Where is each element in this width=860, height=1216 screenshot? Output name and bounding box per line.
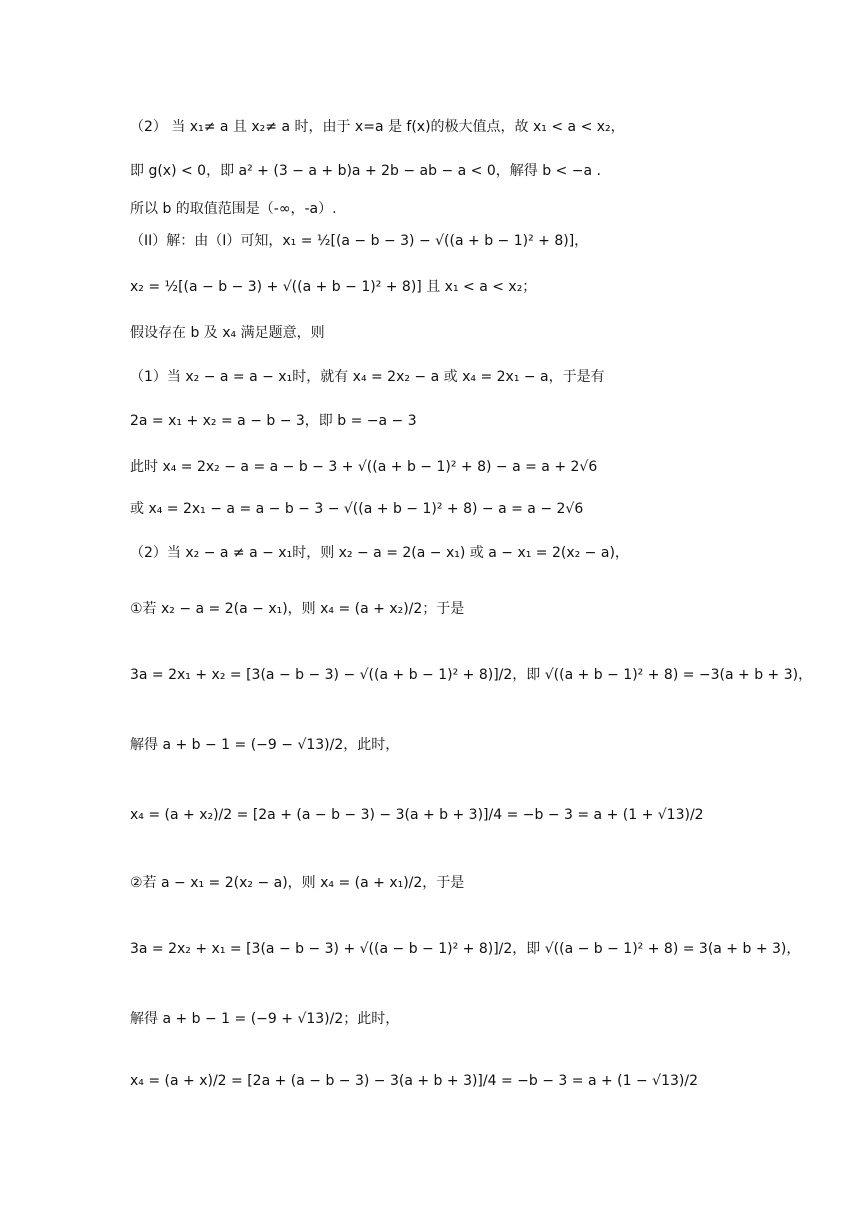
text-line-1: （2） 当 x₁≠ a 且 x₂≠ a 时，由于 x=a 是 f(x)的极大值点，故 x₁ < a < x₂，	[130, 119, 625, 135]
text-line-3: 所以 b 的取值范围是（-∞，-a）.	[130, 201, 337, 217]
text-line-5: x₂ = ½[(a − b − 3) + √((a + b − 1)² + 8)] 且 x₁ < a < x₂；	[130, 279, 537, 295]
text-line-4: （II）解：由（I）可知，x₁ = ½[(a − b − 3) − √((a + b − 1)² + 8)]，	[130, 233, 589, 249]
text-line-14: 解得 a + b − 1 = (−9 − √13)/2，此时，	[130, 737, 400, 753]
text-line-2: 即 g(x) < 0，即 a² + (3 − a + b)a + 2b − ab − a < 0，解得 b < −a .	[130, 163, 601, 179]
text-line-10: 或 x₄ = 2x₁ − a = a − b − 3 − √((a + b − 1)² + 8) − a = a − 2√6	[130, 501, 584, 517]
text-line-9: 此时 x₄ = 2x₂ − a = a − b − 3 + √((a + b − 1)² + 8) − a = a + 2√6	[130, 459, 598, 475]
text-line-17: 3a = 2x₂ + x₁ = [3(a − b − 3) + √((a − b − 1)² + 8)]/2，即 √((a − b − 1)² + 8) = 3(a + b + 3)，	[130, 941, 801, 957]
text-line-13: 3a = 2x₁ + x₂ = [3(a − b − 3) − √((a + b − 1)² + 8)]/2，即 √((a + b − 1)² + 8) = −3(a + b + 3)，	[130, 667, 813, 683]
text-line-18: 解得 a + b − 1 = (−9 + √13)/2；此时，	[130, 1011, 400, 1027]
text-line-11: （2）当 x₂ − a ≠ a − x₁时，则 x₂ − a = 2(a − x₁) 或 a − x₁ = 2(x₂ − a)，	[130, 545, 629, 561]
text-line-16: ②若 a − x₁ = 2(x₂ − a)，则 x₄ = (a + x₁)/2，于是	[130, 875, 465, 891]
text-line-7: （1）当 x₂ − a = a − x₁时，就有 x₄ = 2x₂ − a 或 x₄ = 2x₁ − a，于是有	[130, 369, 605, 385]
text-line-8: 2a = x₁ + x₂ = a − b − 3，即 b = −a − 3	[130, 413, 417, 429]
text-line-6: 假设存在 b 及 x₄ 满足题意，则	[130, 325, 325, 341]
text-line-12: ①若 x₂ − a = 2(a − x₁)，则 x₄ = (a + x₂)/2；于是	[130, 601, 465, 617]
text-line-19: x₄ = (a + x)/2 = [2a + (a − b − 3) − 3(a + b + 3)]/4 = −b − 3 = a + (1 − √13)/2	[130, 1073, 698, 1089]
text-line-15: x₄ = (a + x₂)/2 = [2a + (a − b − 3) − 3(a + b + 3)]/4 = −b − 3 = a + (1 + √13)/2	[130, 807, 704, 823]
